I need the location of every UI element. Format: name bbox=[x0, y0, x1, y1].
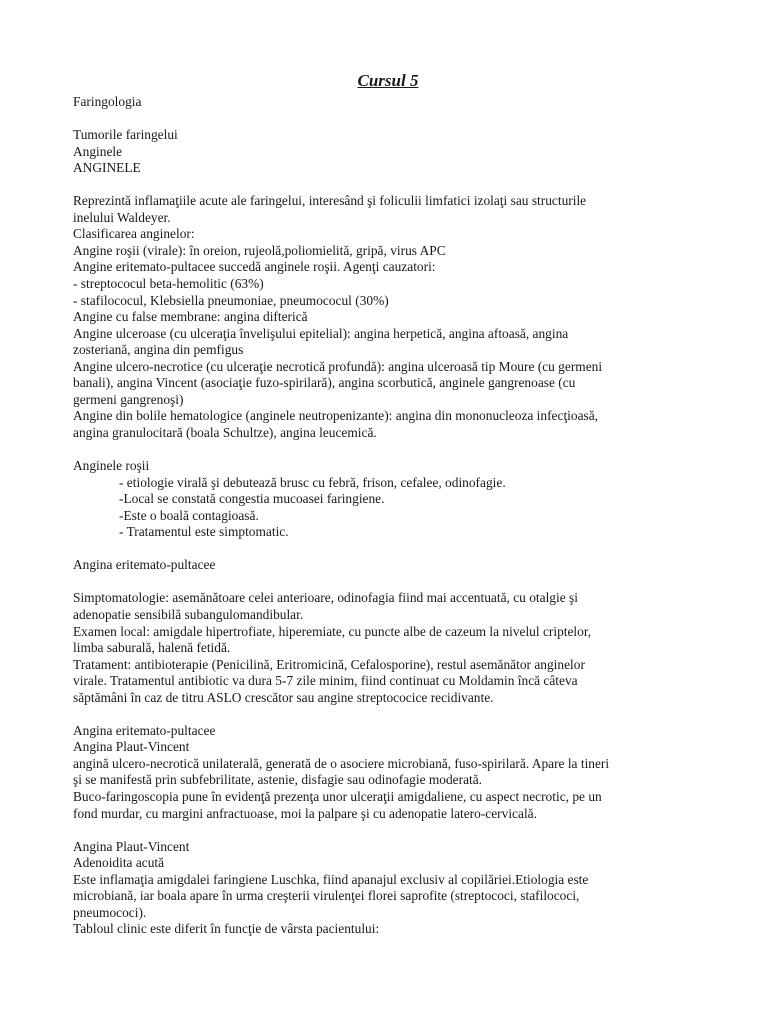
text-line: Angine din bolile hematologice (anginele neutropenizante): angina din mononucleoza infecţioasă, bbox=[73, 408, 599, 424]
blank-line bbox=[73, 177, 703, 194]
text-line: Angine roşii (virale): în oreion, rujeolă,poliomielită, gripă, virus APC bbox=[73, 242, 446, 258]
text-line: Clasificarea anginelor: bbox=[73, 226, 195, 242]
text-line: banali), angina Vincent (asociaţie fuzo-spirilară), angina scorbutică, anginele gangrenoase (cu bbox=[73, 375, 576, 391]
text-line: Reprezintă inflamaţiile acute ale faringelui, interesând şi foliculii limfatici izolaţi sau structurile bbox=[73, 193, 587, 209]
blank-line bbox=[73, 111, 703, 128]
text-line: Faringologia bbox=[73, 94, 142, 109]
text-line: adenopatie sensibilă subangulomandibular. bbox=[73, 606, 304, 622]
text-line: şi se manifestă prin subfebrilitate, astenie, disfagie sau odinofagie moderată. bbox=[73, 772, 483, 788]
blank-line bbox=[73, 822, 703, 839]
text-line: Buco-faringoscopia pune în evidenţă prezenţa unor ulceraţii amigdaliene, cu aspect necrotic, pe un bbox=[73, 788, 602, 804]
text-line: fond murdar, cu margini anfractuoase, moi la palpare şi cu adenopatie latero-cervicală. bbox=[73, 805, 537, 821]
text-line: pneumococi). bbox=[73, 904, 147, 920]
blank-line bbox=[73, 574, 703, 591]
text-line: Tumorile faringelui bbox=[73, 127, 178, 143]
text-line: limba saburală, halenă fetidă. bbox=[73, 640, 231, 656]
text-line: inelului Waldeyer. bbox=[73, 209, 171, 225]
text-line: virale. Tratamentul antibiotic va dura 5-7 zile minim, fiind continuat cu Moldamin încă câteva bbox=[73, 673, 578, 689]
text-line: - stafilococul, Klebsiella pneumoniae, pneumococul (30%) bbox=[73, 292, 389, 308]
document-title: Cursul 5 bbox=[357, 71, 419, 90]
text-line: Examen local: amigdale hipertrofiate, hiperemiate, cu puncte albe de cazeum la nivelul criptelor, bbox=[73, 623, 592, 639]
text-line: -Este o boală contagioasă. bbox=[119, 507, 259, 523]
blank-line bbox=[73, 541, 703, 558]
text-line: săptămâni în caz de titru ASLO crescător sau angine streptococice recidivante. bbox=[73, 689, 494, 705]
text-line: Adenoidita acută bbox=[73, 855, 165, 871]
document-body bbox=[73, 70, 703, 938]
text-line: Angina Plaut-Vincent bbox=[73, 739, 190, 755]
text-line: Angine cu false membrane: angina difterică bbox=[73, 309, 308, 325]
text-line: microbiană, iar boala apare în urma creşterii virulenţei florei saprofite (streptococi, stafilococi, bbox=[73, 888, 580, 904]
text-line: - streptococul beta-hemolitic (63%) bbox=[73, 276, 264, 292]
text-line: Angina eritemato-pultacee bbox=[73, 557, 216, 573]
text-line: germeni gangrenoşi) bbox=[73, 391, 184, 407]
text-line: Angine ulceroase (cu ulceraţia învelişului epitelial): angina herpetică, angina aftoasă, angina bbox=[73, 325, 569, 341]
text-line: - etiologie virală şi debutează brusc cu febră, frison, cefalee, odinofagie. bbox=[119, 474, 506, 490]
text-line: Tratament: antibioterapie (Penicilină, Eritromicină, Cefalosporine), restul asemănător anginelor bbox=[73, 656, 585, 672]
text-line: Este inflamaţia amigdalei faringiene Luschka, fiind apanajul exclusiv al copilăriei.Etiologia este bbox=[73, 871, 589, 887]
text-line: ANGINELE bbox=[73, 160, 141, 176]
text-line: Anginele roşii bbox=[73, 458, 150, 474]
text-line: Simptomatologie: asemănătoare celei anterioare, odinofagia fiind mai accentuată, cu otalgie şi bbox=[73, 590, 578, 606]
text-line: angină ulcero-necrotică unilaterală, generată de o asociere microbiană, fuso-spirilară. Apare la tineri bbox=[73, 755, 610, 771]
text-line: angina granulocitară (boala Schultze), angina leucemică. bbox=[73, 424, 377, 440]
text-line: Angina Plaut-Vincent bbox=[73, 838, 190, 854]
text-line: zosteriană, angina din pemfigus bbox=[73, 342, 244, 358]
document-text bbox=[73, 94, 703, 938]
blank-line bbox=[73, 706, 703, 723]
text-line: - Tratamentul este simptomatic. bbox=[119, 524, 289, 540]
blank-line bbox=[73, 441, 703, 458]
text-line: Angine ulcero-necrotice (cu ulceraţie necrotică profundă): angina ulceroasă tip Moure (cu germeni bbox=[73, 358, 603, 374]
text-line: Angine eritemato-pultacee succedă anginele roşii. Agenţi cauzatori: bbox=[73, 259, 436, 275]
text-line: Anginele bbox=[73, 143, 123, 159]
text-line: Angina eritemato-pultacee bbox=[73, 722, 216, 738]
text-line: Tabloul clinic este diferit în funcţie de vârsta pacientului: bbox=[73, 921, 380, 937]
text-line: -Local se constată congestia mucoasei faringiene. bbox=[119, 491, 385, 507]
